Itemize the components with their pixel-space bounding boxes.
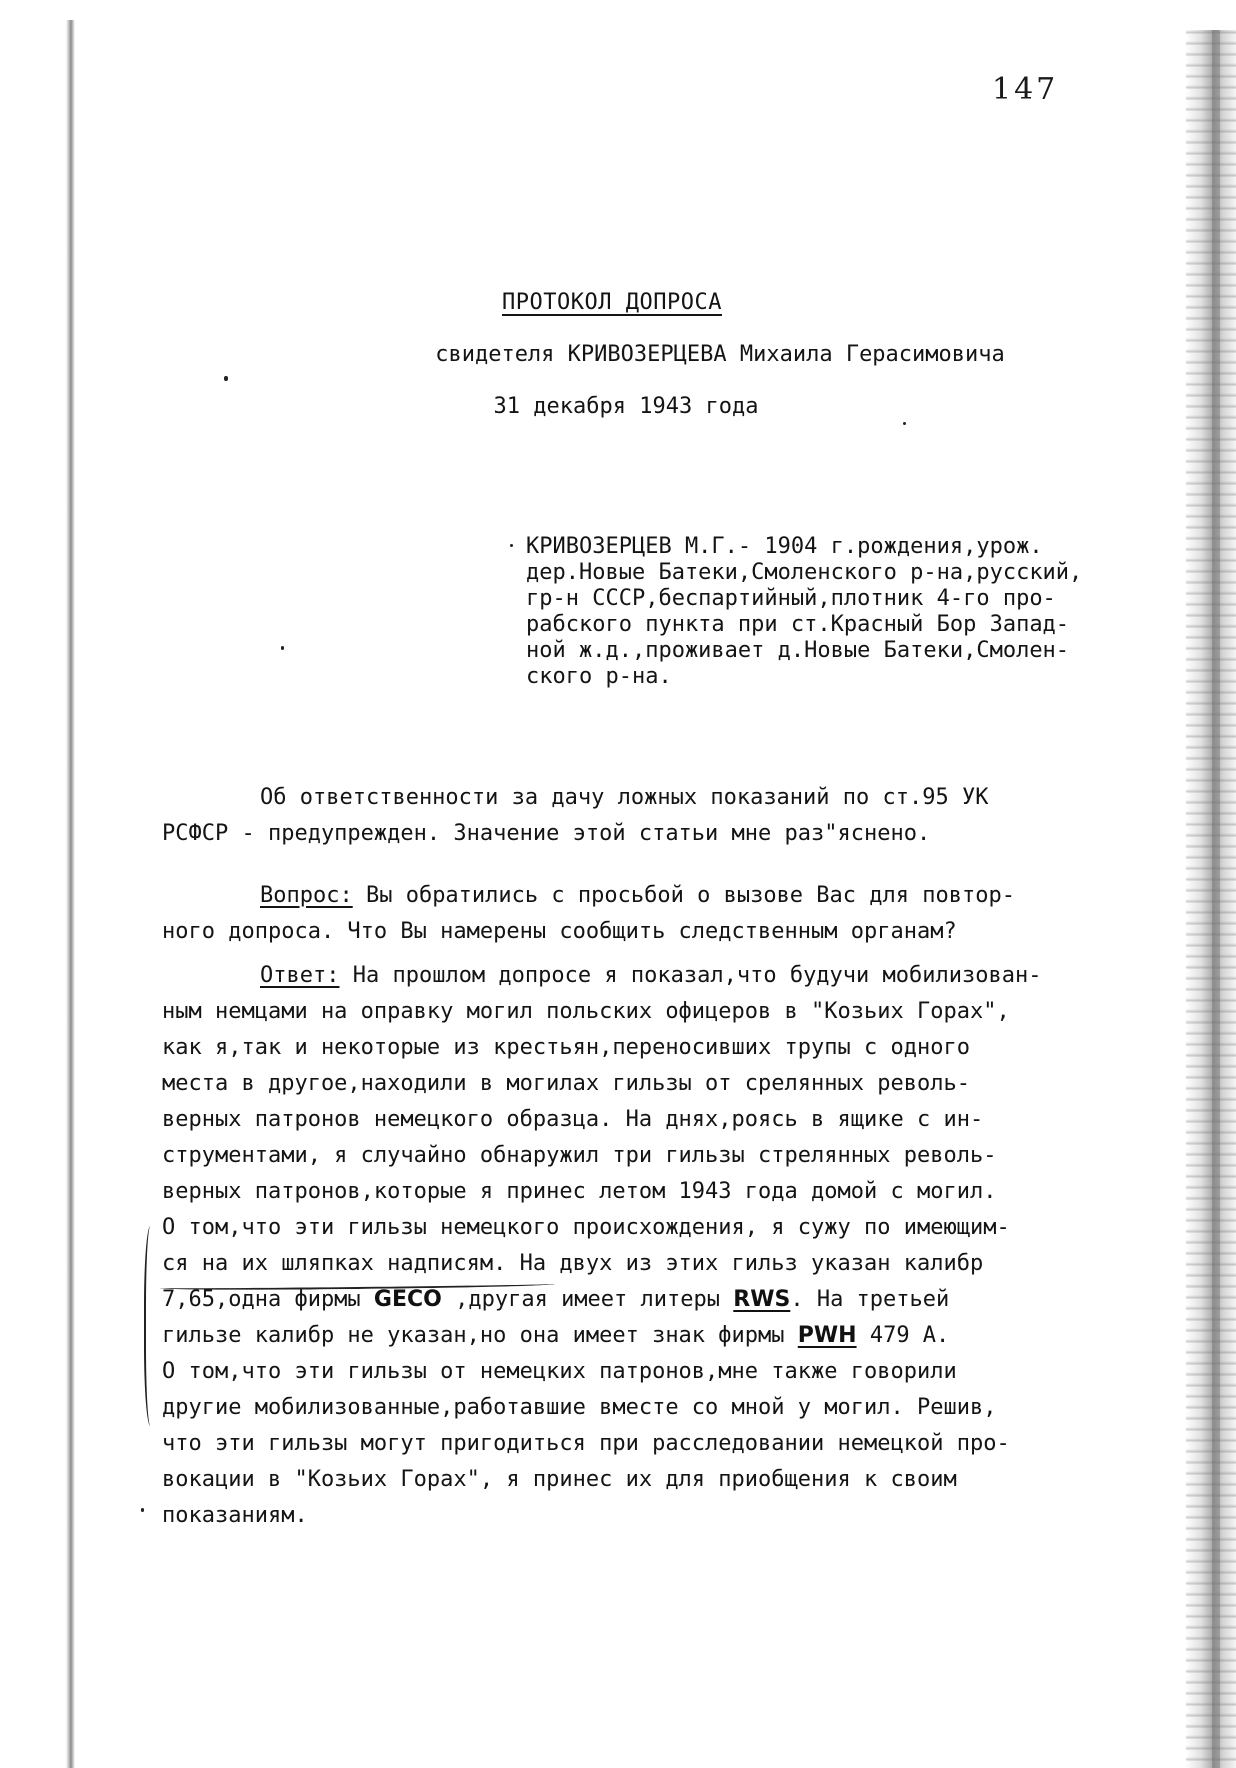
bio-line: ского р-на.: [526, 664, 672, 689]
paragraph-line: вокации в "Козьих Горах", я принес их для приобщения к своим: [162, 1467, 957, 1492]
scan-speck: [141, 1508, 144, 1512]
paragraph-line: места в другое,находили в могилах гильзы от срелянных револь-: [162, 1071, 970, 1096]
scan-speck: [903, 422, 906, 425]
margin-bracket-mark: [144, 1226, 160, 1426]
underlined-inscriptions-text: ся на их шляпках надписям.: [162, 1251, 507, 1276]
scan-speck: [224, 376, 228, 381]
document-date: 31 декабря 1943 года: [493, 394, 759, 419]
scan-speck: [281, 646, 284, 650]
paragraph-line: [162, 1246, 1172, 1282]
bio-line: гр-н СССР,беспартийный,плотник 4-го про-: [526, 586, 1056, 611]
document-title: ПРОТОКОЛ ДОПРОСА: [502, 290, 722, 315]
answer-text: . На третьей: [790, 1287, 950, 1312]
page-number: 147: [992, 72, 1059, 107]
question-text: Вы обратились с просьбой о вызове Вас для повтор-: [352, 883, 1015, 908]
scan-speck: [510, 544, 513, 547]
scan-right-edge-line: [1212, 30, 1220, 1768]
answer-text: 7,65,одна фирмы: [162, 1287, 374, 1312]
witness-bio-block: [526, 534, 1166, 690]
bio-line: дер.Новые Батеки,Смоленского р-на,русский,: [526, 560, 1083, 585]
answer-text: ,другая имеет литеры: [441, 1287, 734, 1312]
scan-left-edge-shadow: [66, 20, 75, 1768]
paragraph-line: [162, 878, 1172, 914]
paragraph-line: О том,что эти гильзы немецкого происхождения, я сужу по имеющим-: [162, 1215, 1010, 1240]
bio-line: КРИВОЗЕРЦЕВ М.Г.- 1904 г.рождения,урож.: [526, 534, 1043, 559]
paragraph-line: другие мобилизованные,работавшие вместе со мной у могил. Решив,: [162, 1395, 997, 1420]
paragraph-line: ного допроса. Что Вы намерены сообщить следственным органам?: [162, 919, 957, 944]
question-label: Вопрос:: [260, 883, 353, 908]
answer-text: На двух из этих гильз указан калибр: [506, 1251, 984, 1276]
answer-label: Ответ:: [260, 963, 340, 988]
document-subtitle: свидетеля КРИВОЗЕРЦЕВА Михаила Герасимовича: [435, 342, 1005, 367]
answer-text: гильзе калибр не указан,но она имеет знак фирмы: [162, 1323, 798, 1348]
paragraph-line: ным немцами на оправку могил польских офицеров в "Козьих Горах",: [162, 999, 1010, 1024]
answer-text: На прошлом допросе я показал,что будучи мобилизован-: [339, 963, 1042, 988]
handwritten-letters-rws: RWS: [733, 1287, 791, 1312]
paragraph-line: [162, 958, 1172, 994]
handwritten-firm-geco: GECO: [373, 1287, 442, 1312]
paragraph-line: струментами, я случайно обнаружил три гильзы стрелянных револь-: [162, 1143, 997, 1168]
paragraph-line: Об ответственности за дачу ложных показаний по ст.95 УК: [260, 785, 989, 810]
paragraph-line: как я,так и некоторые из крестьян,переносивших трупы с одного: [162, 1035, 970, 1060]
question-paragraph: [162, 878, 1172, 950]
bio-line: ной ж.д.,проживает д.Новые Батеки,Смолен-: [526, 638, 1070, 663]
paragraph-line: верных патронов,которые я принес летом 1943 года домой с могил.: [162, 1179, 997, 1204]
handwritten-firm-pwh: PWH: [797, 1323, 857, 1348]
paragraph-line: верных патронов немецкого образца. На днях,роясь в ящике с ин-: [162, 1107, 984, 1132]
paragraph-line: РСФСР - предупрежден. Значение этой статьи мне раз"яснено.: [162, 821, 931, 846]
paragraph-line: О том,что эти гильзы от немецких патронов,мне также говорили: [162, 1359, 957, 1384]
paragraph-line: что эти гильзы могут пригодиться при расследовании немецкой про-: [162, 1431, 1010, 1456]
paragraph-line: [162, 1318, 1172, 1354]
paragraph-line: показаниям.: [162, 1503, 308, 1528]
answer-paragraph: [162, 958, 1172, 1534]
bio-line: рабского пункта при ст.Красный Бор Запад-: [526, 612, 1070, 637]
answer-text: 479 А.: [856, 1323, 950, 1348]
responsibility-paragraph: [162, 780, 1172, 852]
